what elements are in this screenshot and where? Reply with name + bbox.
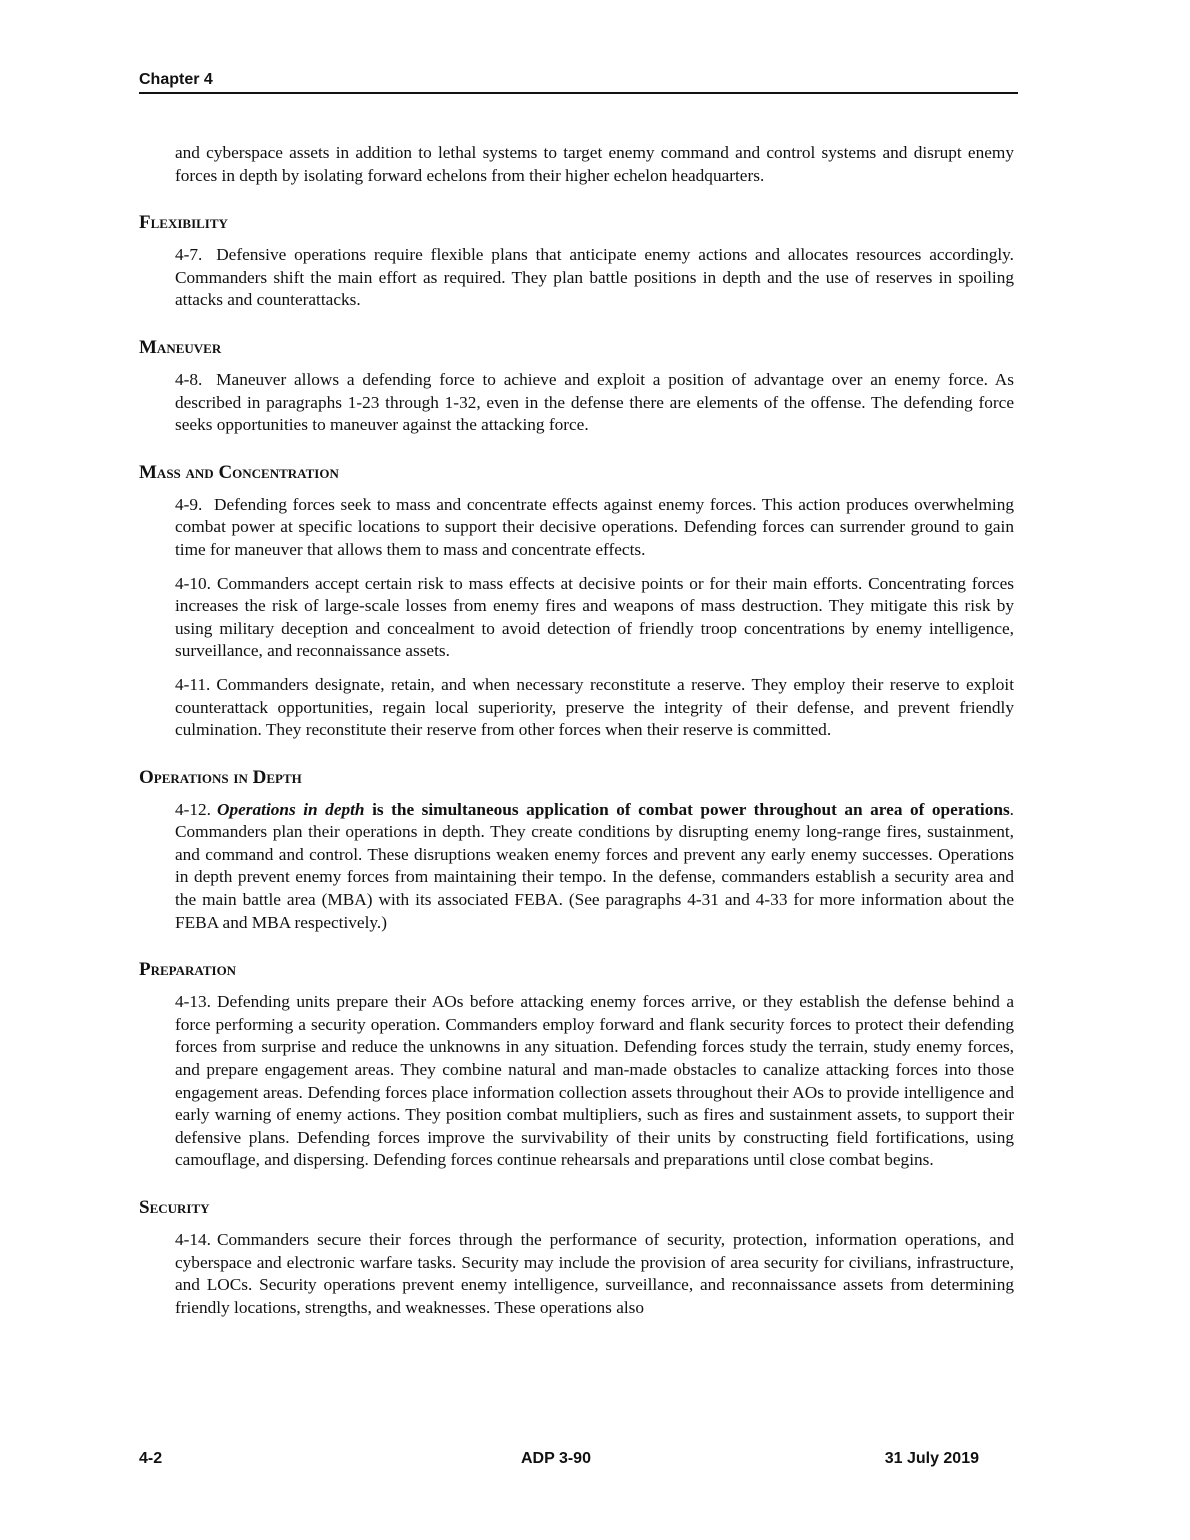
paragraph-4-8	[175, 369, 1014, 437]
section-heading-operations-in-depth: Operations in Depth	[139, 766, 302, 788]
paragraph-number: 4-12.	[175, 799, 211, 819]
paragraph-number: 4-14.	[175, 1230, 211, 1249]
page-footer	[139, 1450, 979, 1472]
paragraph-text: Defensive operations require flexible plans that anticipate enemy actions and allocates resources accordingly. Commanders shift the main effort as required. They plan battle positions in depth and the use of reserves in spoiling attacks and counterattacks.	[175, 245, 1014, 310]
section-heading-maneuver: Maneuver	[139, 336, 222, 358]
paragraph-text: Commanders secure their forces through the performance of security, protection, information operations, and cyberspace and electronic warfare tasks. Security may include the provision of area security for civilians, infrastructure, and LOCs. Security operations prevent enemy intelligence, surveillance, and reconnaissance assets from determining friendly locations, strengths, and weaknesses. These operations also	[175, 1230, 1014, 1317]
paragraph-number: 4-11.	[175, 674, 211, 694]
paragraph-4-11	[175, 674, 1014, 742]
section-heading-flexibility: Flexibility	[139, 212, 228, 234]
paragraph-number: 4-8.	[175, 369, 203, 389]
paragraph-text: . Commanders plan their operations in depth. They create conditions by disrupting enemy long-range fires, sustainment, and command and control. These disruptions weaken enemy forces and prevent any early enemy successes. Operations in depth prevent enemy forces from maintaining their tempo. In the defense, commanders establish a security area and the main battle area (MBA) with its associated FEBA. (See paragraphs 4-31 and 4-33 for more information about the FEBA and MBA respectively.)	[175, 799, 1014, 932]
defined-term: Operations in depth	[217, 799, 365, 819]
term-definition: is the simultaneous application of combat power throughout an area of operations	[372, 799, 1010, 819]
paragraph-number: 4-13.	[175, 992, 211, 1012]
paragraph-4-14	[175, 1229, 1014, 1319]
publication-date: 31 July 2019	[884, 1450, 979, 1467]
paragraph-4-10	[175, 573, 1014, 663]
paragraph-4-12	[175, 799, 1014, 935]
paragraph-continued: and cyberspace assets in addition to lethal systems to target enemy command and control systems and disrupt enemy forces in depth by isolating forward echelons from their higher echelon headquarters.	[175, 143, 1014, 185]
paragraph-4-7	[175, 244, 1014, 312]
paragraph-text: Defending forces seek to mass and concentrate effects against enemy forces. This action produces overwhelming combat power at specific locations to support their decisive operations. Defending forces can surrender ground to gain time for maneuver that allows them to mass and concentrate effects.	[175, 494, 1014, 559]
section-heading-mass-and-concentration: Mass and Concentration	[139, 461, 339, 483]
paragraph-text: Defending units prepare their AOs before attacking enemy forces arrive, or they establish the defense behind a force performing a security operation. Commanders employ forward and flank security forces to protect their defending forces from surprise and reduce the unknowns in any situation. Defending forces study the terrain, study enemy forces, and prepare engagement areas. They combine natural and man-made obstacles to canalize attacking forces into those engagement areas. Defending forces place information collection assets throughout their AOs to provide intelligence and early warning of enemy actions. They position combat multipliers, such as fires and sustainment assets, to support their defensive plans. Defending forces improve the survivability of their units by constructing field fortifications, using camouflage, and dispersing. Defending forces continue rehearsals and preparations until close combat begins.	[175, 992, 1014, 1170]
paragraph-number: 4-9.	[175, 494, 203, 514]
paragraph-text: Commanders designate, retain, and when necessary reconstitute a reserve. They employ their reserve to exploit counterattack opportunities, regain local superiority, preserve the integrity of their defense, and prevent friendly culmination. They reconstitute their reserve from other forces when their reserve is committed.	[175, 674, 1014, 740]
section-heading-security: Security	[139, 1197, 210, 1218]
page-number: 4-2	[139, 1450, 163, 1467]
publication-id: ADP 3-90	[521, 1450, 591, 1467]
paragraph-text: Maneuver allows a defending force to achieve and exploit a position of advantage over an enemy force. As described in paragraphs 1-23 through 1-32, even in the defense there are elements of the offense. The defending force seeks opportunities to maneuver against the attacking force.	[175, 369, 1014, 435]
paragraph-number: 4-7.	[175, 245, 203, 265]
paragraph-4-9	[175, 494, 1014, 562]
running-header: Chapter 4	[139, 70, 1018, 94]
paragraph-4-13	[175, 991, 1014, 1172]
page-body	[139, 142, 1018, 1319]
paragraph-number: 4-10.	[175, 573, 211, 593]
section-heading-preparation: Preparation	[139, 959, 237, 981]
paragraph-text: Commanders accept certain risk to mass effects at decisive points or for their main efforts. Concentrating forces increases the risk of large-scale losses from enemy fires and weapons of mass destruction. They mitigate this risk by using military deception and concealment to avoid detection of friendly troop concentrations by enemy intelligence, surveillance, and reconnaissance assets.	[175, 573, 1014, 661]
